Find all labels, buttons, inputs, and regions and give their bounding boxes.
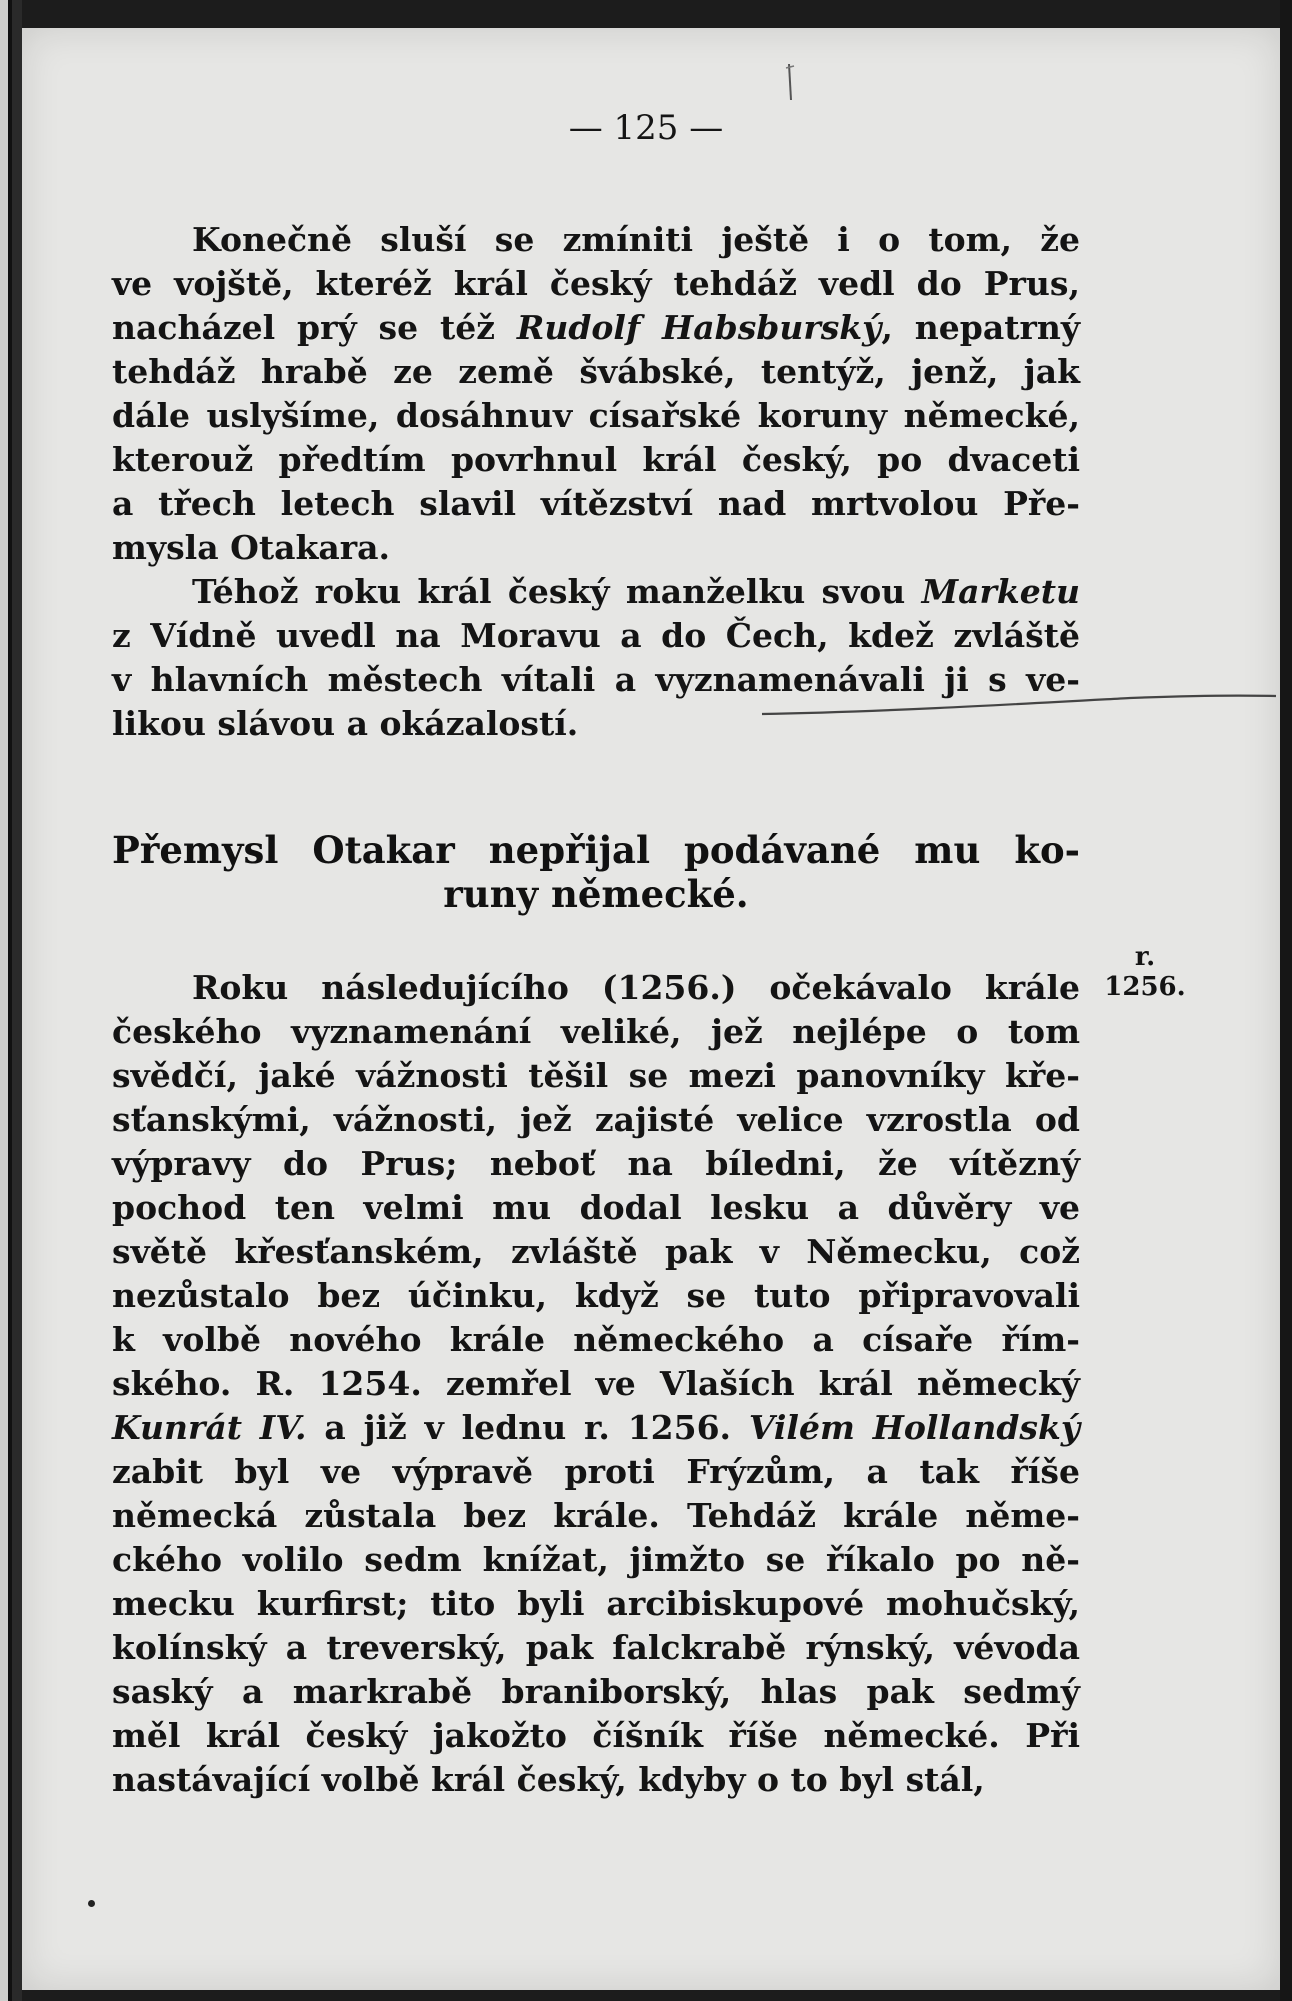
text-line: mysla Otakara. (112, 528, 390, 567)
text-line (112, 306, 1080, 350)
heading-line-2: runy německé. (443, 872, 749, 916)
page-edge (1280, 0, 1292, 2001)
text-line: nezůstalo bez účinku, když se tuto připravovali (112, 1276, 1080, 1315)
text-line: svědčí, jaké vážnosti těšil se mezi panovníky kře- (112, 1056, 1080, 1095)
text-line: českého vyznamenání veliké, jež nejlépe o tom (112, 1012, 1080, 1051)
text-line: zabit byl ve výpravě proti Frýzům, a tak říše (112, 1452, 1080, 1491)
text-line: k volbě nového krále německého a císaře řím- (112, 1320, 1080, 1359)
text-segment: a již v lednu r. 1256. (306, 1408, 749, 1447)
text-segment: nacházel prý se též (112, 308, 517, 347)
text-line: výpravy do Prus; neboť na bíledni, že vítězný (112, 1144, 1080, 1183)
text-line: z Vídně uvedl na Moravu a do Čech, kdež zvláště (112, 616, 1080, 655)
italic-name: Rudolf Habsburský (516, 308, 882, 347)
stray-dot (88, 1900, 95, 1907)
italic-name: Kunrát IV. (112, 1408, 307, 1447)
book-gutter (0, 0, 22, 2001)
text-line: a třech letech slavil vítězství nad mrtvolou Pře- (112, 484, 1080, 523)
text-line: likou slávou a okázalostí. (112, 704, 579, 743)
text-line: kolínský a treverský, pak falckrabě rýnský, vévoda (112, 1628, 1080, 1667)
text-line: ského. R. 1254. zemřel ve Vlaších král německý (112, 1364, 1080, 1403)
text-line: kterouž předtím povrhnul král český, po dvaceti (112, 440, 1080, 479)
text-line: sťanskými, vážnosti, jež zajisté velice vzrostla od (112, 1100, 1080, 1139)
text-line: nastávající volbě král český, kdyby o to byl stál, (112, 1760, 985, 1799)
margin-note-year (1100, 942, 1190, 1002)
italic-name: Vilém Hollandský (748, 1408, 1081, 1447)
text-line: mecku kurfirst; tito byli arcibiskupové mohučský, (112, 1584, 1080, 1623)
margin-note-year-value: 1256. (1104, 972, 1186, 1002)
italic-name: Marketu (921, 572, 1080, 611)
heading-line-1: Přemysl Otakar nepřijal podávané mu ko- (112, 828, 1080, 872)
text-line: Roku následujícího (1256.) očekávalo krále (192, 968, 1080, 1007)
text-line: měl král český jakožto číšník říše německé. Při (112, 1716, 1080, 1755)
text-line: ve vojště, kteréž král český tehdáž vedl do Prus, (112, 264, 1080, 303)
text-line: saský a markrabě braniborský, hlas pak sedmý (112, 1672, 1080, 1711)
text-segment: Téhož roku král český manželku svou (192, 572, 922, 611)
text-line: Konečně sluší se zmíniti ještě i o tom, že (192, 220, 1080, 259)
text-line (112, 1406, 1080, 1450)
text-line: pochod ten velmi mu dodal lesku a důvěry ve (112, 1188, 1080, 1227)
text-segment: , nepatrný (881, 308, 1080, 347)
text-line: světě křesťanském, zvláště pak v Německu, což (112, 1232, 1080, 1271)
margin-note-prefix: r. (1134, 942, 1156, 972)
pencil-mark (785, 62, 799, 102)
text-line: německá zůstala bez krále. Tehdáž krále něme- (112, 1496, 1080, 1535)
text-line: v hlavních městech vítali a vyznamenávali ji s ve- (112, 660, 1080, 699)
text-line (192, 570, 1080, 614)
text-line: dále uslyšíme, dosáhnuv císařské koruny německé, (112, 396, 1080, 435)
page-number: — 125 — (568, 108, 724, 148)
text-line: tehdáž hrabě ze země švábské, tentýž, jenž, jak (112, 352, 1080, 391)
text-line: ckého volilo sedm knížat, jimžto se říkalo po ně- (112, 1540, 1080, 1579)
